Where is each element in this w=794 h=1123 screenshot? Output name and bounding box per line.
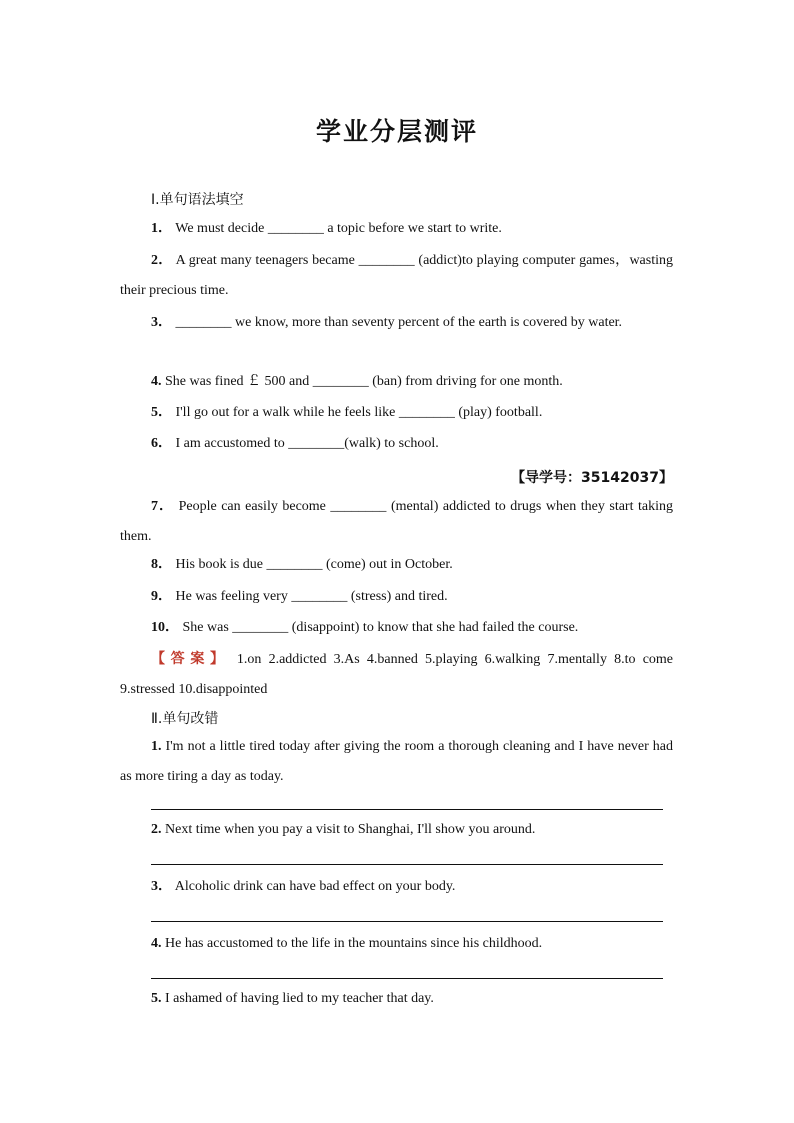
answer-label: 【答案】 [151, 651, 230, 667]
correction-item: 1. I'm not a little tired today after giving the room a thorough cleaning and I have never had as more tiring a day as today. [120, 739, 673, 784]
question-item: 4. She was fined ￡ 500 and ________ (ban) from driving for one month. [151, 374, 563, 389]
page-title: 学业分层测评 [315, 117, 478, 146]
correction-item: 5. I ashamed of having lied to my teacher that day. [151, 991, 434, 1006]
question-item: 7． People can easily become ________ (mental) addicted to drugs when they start taking them. [120, 499, 673, 544]
answer-line[interactable] [151, 978, 663, 979]
answer-block: 【答案】 1.on 2.addicted 3.As 4.banned 5.playing 6.walking 7.mentally 8.to come 9.stressed 10.disappointed [120, 651, 674, 697]
answer-line[interactable] [151, 809, 663, 810]
question-item: 10． She was ________ (disappoint) to know that she had failed the course. [151, 620, 579, 635]
question-item: 1． We must decide ________ a topic before we start to write. [151, 221, 502, 236]
correction-item: 2. Next time when you pay a visit to Shanghai, I'll show you around. [151, 822, 536, 837]
question-item: 2． A great many teenagers became ________ (addict)to playing computer games，wasting their precious time. [120, 253, 673, 298]
answer-line[interactable] [151, 921, 663, 922]
answer-line[interactable] [151, 864, 663, 865]
correction-item: 4. He has accustomed to the life in the mountains since his childhood. [151, 936, 543, 951]
question-item: 6． I am accustomed to ________(walk) to school. [151, 436, 439, 451]
question-item: 9． He was feeling very ________ (stress) and tired. [151, 589, 448, 604]
correction-item: 3． Alcoholic drink can have bad effect on your body. [151, 879, 456, 894]
section-heading-grammar-fill: Ⅰ.单句语法填空 [151, 192, 244, 208]
question-item: 5． I'll go out for a walk while he feels like ________ (play) football. [151, 405, 543, 420]
question-item: 3． ________ we know, more than seventy percent of the earth is covered by water. [151, 315, 623, 330]
guide-number: 【导学号：35142037】 [511, 470, 673, 486]
section-heading-error-correction: Ⅱ.单句改错 [151, 711, 219, 727]
question-item: 8． His book is due ________ (come) out in October. [151, 557, 453, 572]
